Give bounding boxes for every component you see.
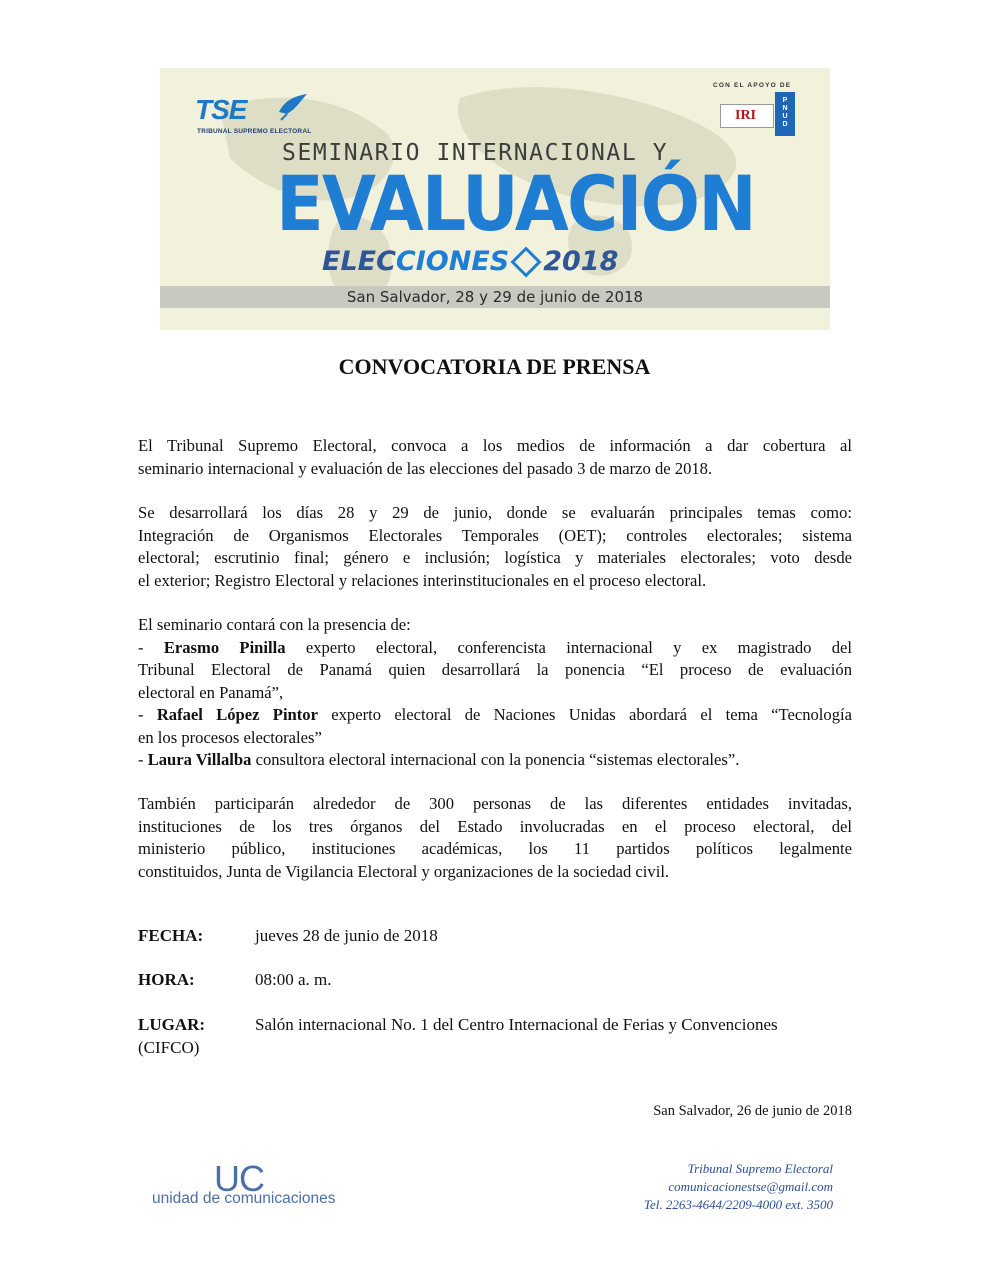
paragraph-speakers xyxy=(138,614,852,772)
elecciones-year: 2018 xyxy=(543,246,619,277)
speaker-rafael-lopez-pintor xyxy=(138,704,852,727)
banner-line-evaluacion: EVALUACIÓN xyxy=(276,159,755,248)
text-line: El Tribunal Supremo Electoral, convoca a los medios de información a dar cobertura al xyxy=(138,436,852,455)
speaker-erasmo-pinilla xyxy=(138,637,852,660)
paragraph-topics xyxy=(138,502,852,592)
text-line: electoral; escrutinio final; género e inclusión; logística y materiales electorales; voto desde xyxy=(138,548,852,567)
contact-block xyxy=(644,1160,833,1214)
text-line: constituidos, Junta de Vigilancia Electoral y organizaciones de la sociedad civil. xyxy=(138,861,670,881)
speaker-name: Erasmo Pinilla xyxy=(163,637,286,657)
iri-logo xyxy=(720,104,774,128)
fecha-label: FECHA: xyxy=(138,926,204,945)
speaker-desc: experto electoral de Naciones Unidas abordará el tema “Tecnología xyxy=(317,705,852,724)
pnud-logo xyxy=(775,92,795,136)
text-line: Integración de Organismos Electorales Temporales (OET); controles electorales; sistema xyxy=(138,525,852,545)
text-line: Tribunal Electoral de Panamá quien desarrollará la ponencia “El proceso de evaluación xyxy=(138,660,852,679)
document-place-date: San Salvador, 26 de junio de 2018 xyxy=(653,1103,852,1119)
elecciones-part1: ELEC xyxy=(322,246,396,277)
speaker-desc: experto electoral, conferencista internacional y ex magistrado del xyxy=(285,637,852,657)
banner-line-seminario: SEMINARIO INTERNACIONAL Y xyxy=(282,140,669,166)
lugar-value-continued: (CIFCO) xyxy=(138,1038,200,1057)
text-line: en los procesos electorales” xyxy=(138,727,322,747)
support-label: CON EL APOYO DE xyxy=(713,82,792,89)
uc-logo-subtitle: unidad de comunicaciones xyxy=(152,1190,336,1207)
bullet-dash: - xyxy=(138,705,157,724)
contact-email: comunicacionestse@gmail.com xyxy=(668,1179,833,1194)
iri-logo-text: IRI xyxy=(735,108,757,123)
hora-label: HORA: xyxy=(138,970,195,989)
bullet-dash: - xyxy=(138,637,164,657)
tse-logo xyxy=(195,94,325,139)
pnud-letter: D xyxy=(782,121,788,128)
hora-value: 08:00 a. m. xyxy=(255,970,332,989)
lugar-value: Salón internacional No. 1 del Centro Internacional de Ferias y Convenciones xyxy=(255,1015,778,1034)
speakers-intro: El seminario contará con la presencia de: xyxy=(138,615,411,634)
speaker-name: Laura Villalba xyxy=(147,750,252,769)
pnud-letter: N xyxy=(782,105,788,112)
tse-logo-text: TSE xyxy=(195,94,247,125)
lugar-label: LUGAR: xyxy=(138,1015,206,1034)
fecha-value: jueves 28 de junio de 2018 xyxy=(255,926,438,945)
text-line: electoral en Panamá”, xyxy=(138,682,284,702)
contact-org: Tribunal Supremo Electoral xyxy=(687,1161,833,1176)
diamond-icon xyxy=(511,246,542,277)
banner-line-elecciones xyxy=(322,246,618,277)
speaker-desc: consultora electoral internacional con la ponencia “sistemas electorales”. xyxy=(251,750,740,769)
tse-logo-subtitle: TRIBUNAL SUPREMO ELECTORAL xyxy=(197,128,312,135)
contact-phone: Tel. 2263-4644/2209-4000 ext. 3500 xyxy=(643,1197,833,1212)
banner-place-date: San Salvador, 28 y 29 de junio de 2018 xyxy=(346,288,644,306)
event-banner xyxy=(160,68,830,330)
text-line: También participarán alrededor de 300 personas de las diferentes entidades invitadas, xyxy=(138,794,852,813)
speaker-name: Rafael López Pintor xyxy=(156,705,318,724)
text-line: seminario internacional y evaluación de las elecciones del pasado 3 de marzo de 2018. xyxy=(138,458,713,478)
speaker-laura-villalba xyxy=(138,749,852,772)
elecciones-part2: CIONES xyxy=(395,246,510,277)
bullet-dash: - xyxy=(138,750,148,769)
paragraph-intro xyxy=(138,435,852,480)
pnud-letter: U xyxy=(782,113,788,120)
text-line: ministerio público, instituciones académicas, los 11 partidos políticos legalmente xyxy=(138,839,852,858)
page-title: CONVOCATORIA DE PRENSA xyxy=(338,354,651,379)
text-line: instituciones de los tres órganos del Estado involucradas en el proceso electoral, del xyxy=(138,816,852,836)
pnud-letter: P xyxy=(782,97,788,104)
uc-logo: UC xyxy=(214,1158,264,1199)
text-line: el exterior; Registro Electoral y relaciones interinstitucionales en el proceso electoral. xyxy=(138,570,707,590)
paragraph-participants xyxy=(138,793,852,883)
text-line: Se desarrollará los días 28 y 29 de junio, donde se evaluarán principales temas como: xyxy=(138,503,852,522)
dove-icon xyxy=(277,90,309,122)
